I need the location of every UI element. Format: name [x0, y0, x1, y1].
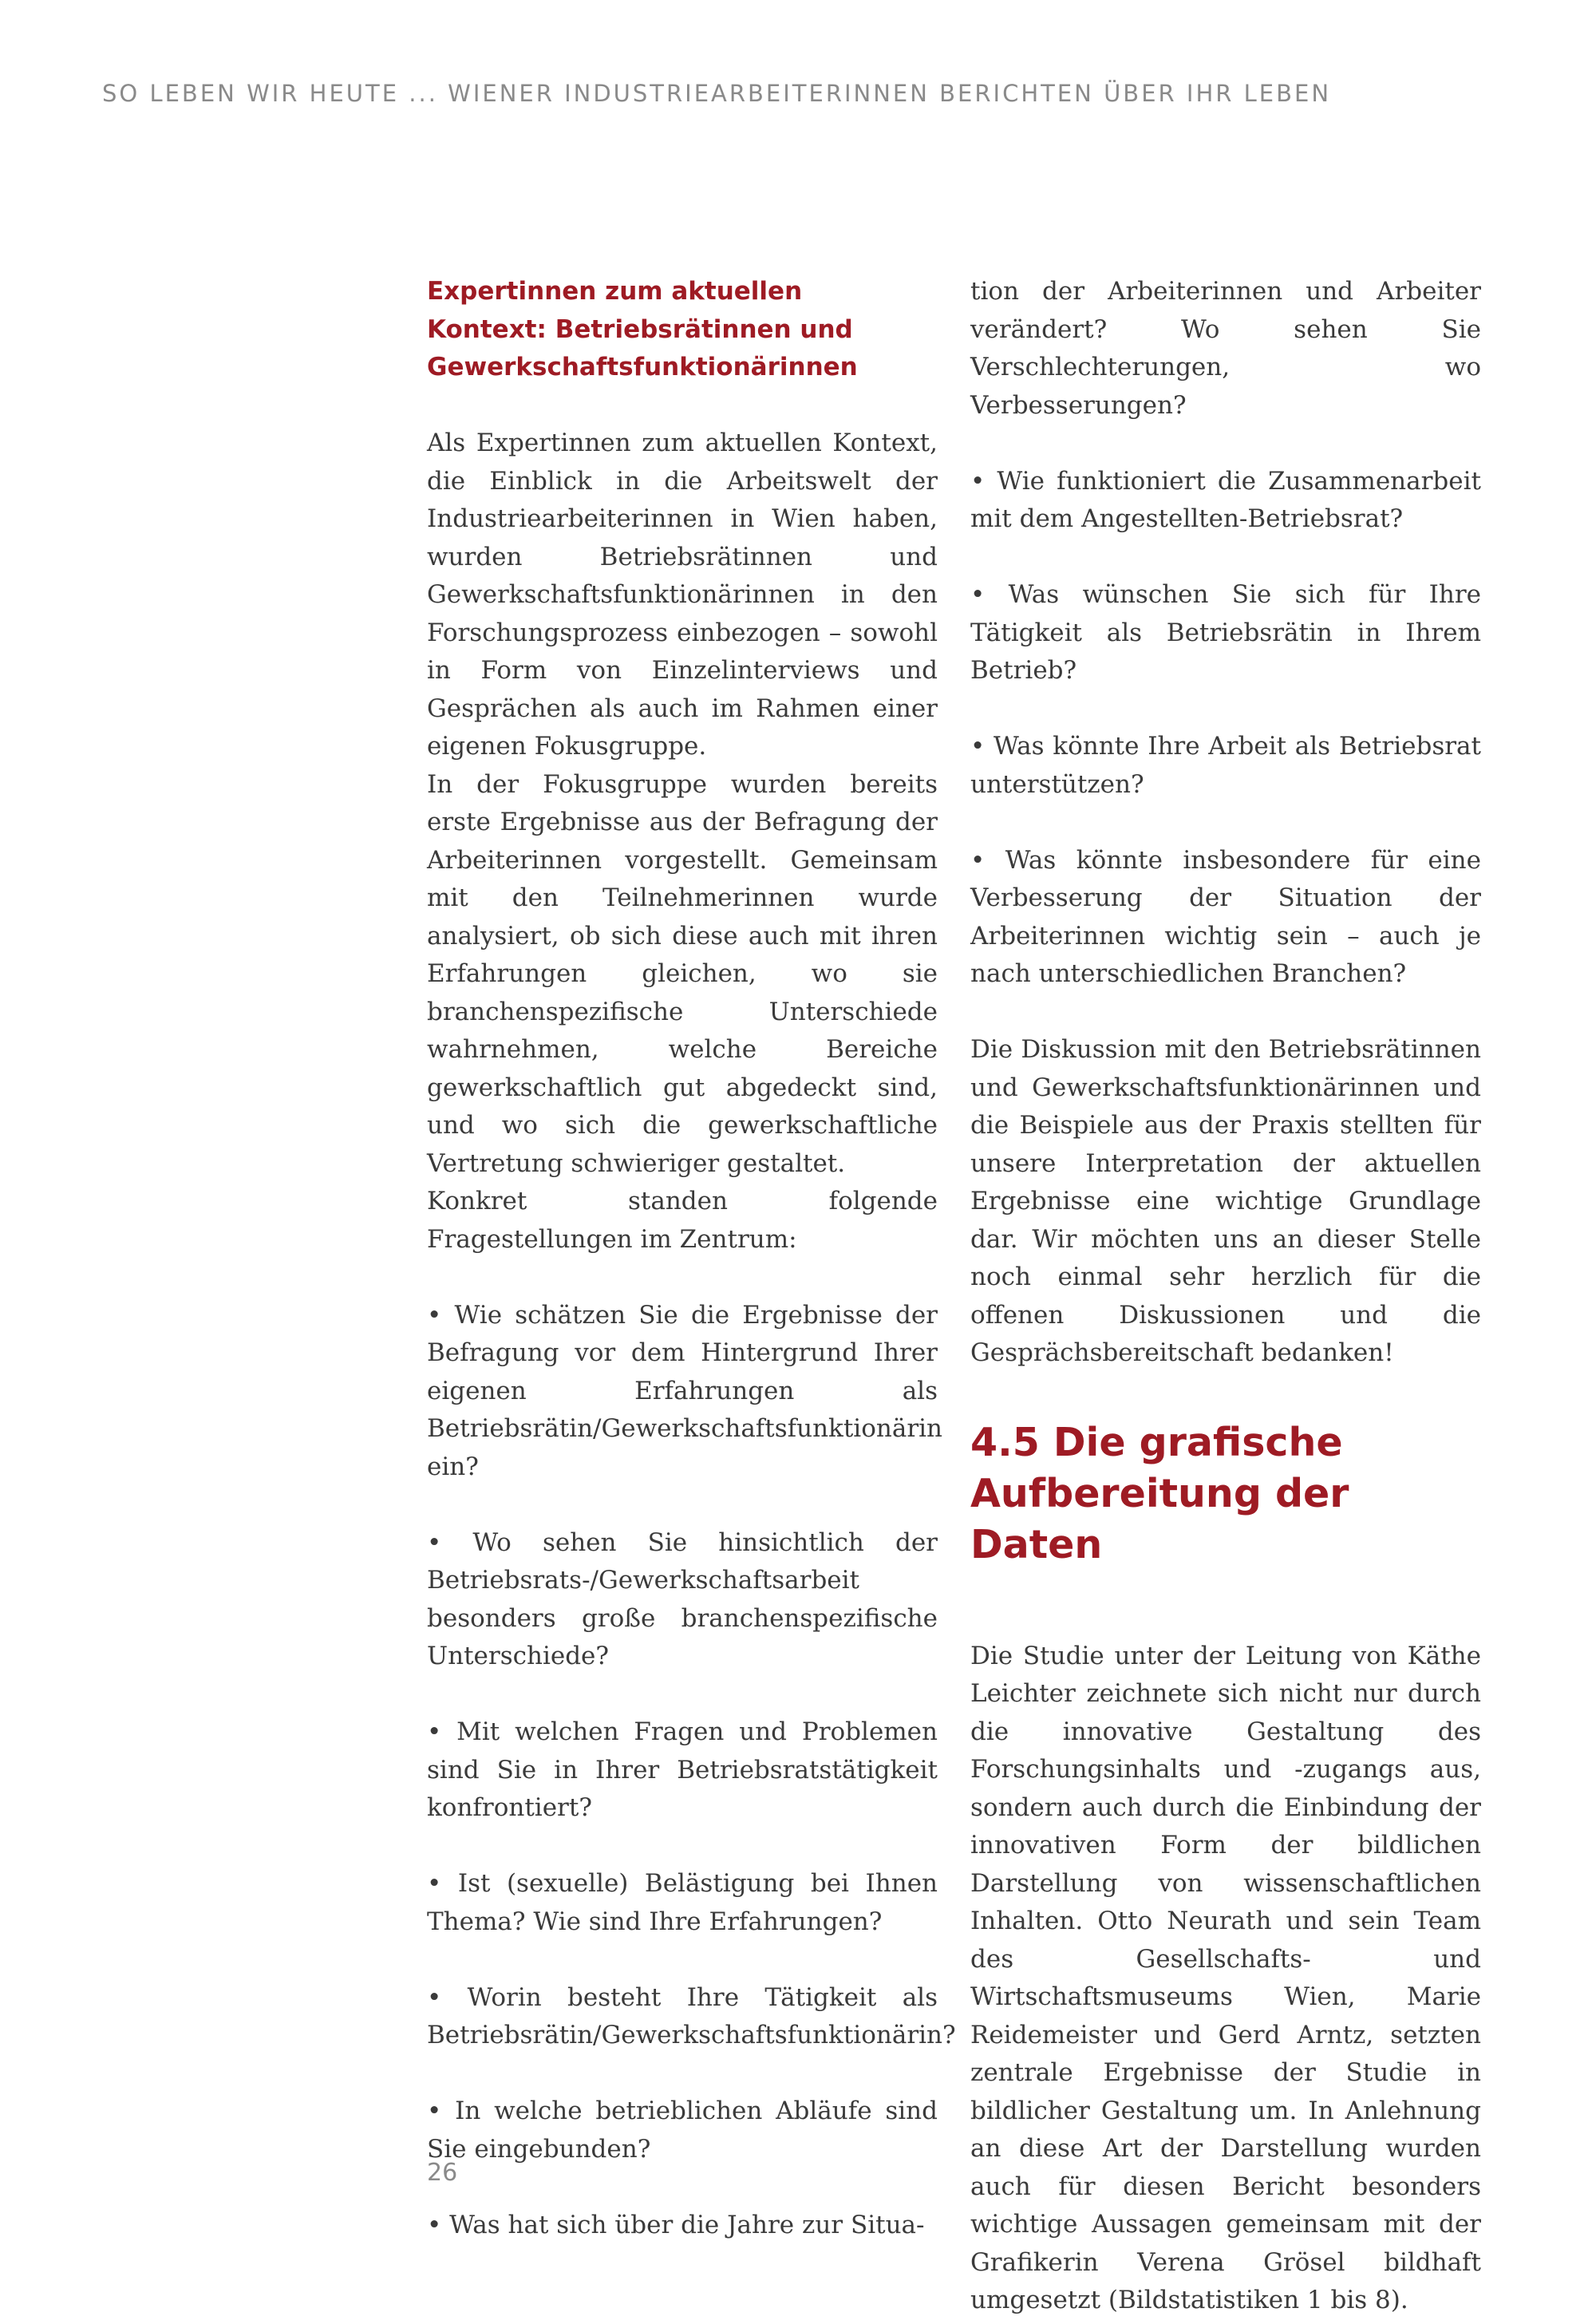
right-column — [970, 273, 1481, 2320]
question-continuation: tion der Arbeiterinnen und Arbeiter verändert? Wo sehen Sie Verschlechterungen, wo Verbesserungen? — [970, 277, 1481, 420]
question-item: • Mit welchen Fragen und Problemen sind Sie in Ihrer Betriebsratstätigkeit konfrontiert? — [427, 1717, 938, 1822]
focus-group-paragraph: In der Fokusgruppe wurden bereits erste Ergebnisse aus der Befragung der Arbeiterinnen vorgestellt. Gemeinsam mit den Teilnehmerinnen wurde analysiert, ob sich diese auch mit ihren Erfahrungen gleichen, wo sie branchenspezifische Unterschiede wahrnehmen, welche Bereiche gewerkschaftlich gut abgedeckt sind, und wo sich die gewerkschaftliche Vertretung schwieriger gestaltet. — [427, 769, 938, 1178]
section-paragraph: Die Studie unter der Leitung von Käthe Leichter zeichnete sich nicht nur durch die innovative Gestaltung des Forschungsinhalts und -zugangs aus, sondern auch durch die Einbindung der innovativen Form der bildlichen Darstellung von wissenschaftlichen Inhalten. Otto Neurath und sein Team des Gesellschafts- und Wirtschaftsmuseums Wien, Marie Reidemeister und Gerd Arntz, setzten zentrale Ergebnisse der Studie in bildlicher Gestaltung um. In Anlehnung an diese Art der Darstellung wurden auch für diesen Bericht besonders wichtige Aussagen gemeinsam mit der Grafikerin Verena Grösel bildhaft umgesetzt (Bildstatistiken 1 bis 8). — [970, 1641, 1481, 2314]
question-item: • Wie schätzen Sie die Ergebnisse der Befragung vor dem Hintergrund Ihrer eigenen Erfahrungen als Betriebsrätin/Gewerkschaftsfunktionärin ein? — [427, 1300, 943, 1481]
subheading-line: Kontext: Betriebsrätinnen und — [427, 314, 853, 344]
question-item: • Was hat sich über die Jahre zur Situa- — [427, 2210, 925, 2239]
question-item: • Wo sehen Sie hinsichtlich der Betriebsrats-/Gewerkschaftsarbeit besonders große branchenspezifische Unterschiede? — [427, 1528, 938, 1670]
page-number: 26 — [427, 2159, 458, 2187]
subheading-line: Gewerkschaftsfunktionärinnen — [427, 353, 858, 381]
question-item: • In welche betrieblichen Abläufe sind Sie eingebunden? — [427, 2097, 938, 2164]
question-item: • Ist (sexuelle) Belästigung bei Ihnen Thema? Wie sind Ihre Erfahrungen? — [427, 1869, 938, 1936]
subheading-line: Expertinnen zum aktuellen — [427, 277, 803, 306]
left-column — [427, 273, 956, 2244]
questions-intro: Konkret standen folgende Fragestellungen im Zentrum: — [427, 1187, 938, 1254]
discussion-paragraph: Die Diskussion mit den Betriebsrätinnen und Gewerkschaftsfunktionärinnen und die Beispiele aus der Praxis stellten für unsere Interpretation der aktuellen Ergebnisse eine wichtige Grundlage dar. Wir möchten uns an dieser Stelle noch einmal sehr herzlich für die offenen Diskussionen und die Gesprächsbereitschaft bedanken! — [970, 1035, 1481, 1367]
question-item: • Wie funktioniert die Zusammenarbeit mit dem Angestellten-Betriebsrat? — [970, 466, 1481, 533]
running-header: SO LEBEN WIR HEUTE ... WIENER INDUSTRIEARBEITERINNEN BERICHTEN ÜBER IHR LEBEN — [102, 80, 1332, 107]
subheading — [427, 273, 938, 387]
section-title-line: Aufbereitung der Daten — [970, 1470, 1349, 1567]
section-title-line: 4.5 Die grafische — [970, 1419, 1343, 1465]
question-item: • Worin besteht Ihre Tätigkeit als Betriebsrätin/Gewerkschaftsfunktionärin? — [427, 1982, 956, 2049]
question-item: • Was könnte insbesondere für eine Verbesserung der Situation der Arbeiterinnen wichtig sein – auch je nach unterschiedlichen Branchen? — [970, 845, 1481, 988]
question-item: • Was wünschen Sie sich für Ihre Tätigkeit als Betriebsrätin in Ihrem Betrieb? — [970, 580, 1481, 685]
question-item: • Was könnte Ihre Arbeit als Betriebsrat unterstützen? — [970, 732, 1481, 799]
intro-paragraph: Als Expertinnen zum aktuellen Kontext, die Einblick in die Arbeitswelt der Industriearbeiterinnen in Wien haben, wurden Betriebsrätinnen und Gewerkschaftsfunktionärinnen in den Forschungsprozess einbezogen – sowohl in Form von Einzelinterviews und Gesprächen als auch im Rahmen einer eigenen Fokusgruppe. — [427, 429, 938, 761]
section-title — [970, 1417, 1481, 1571]
